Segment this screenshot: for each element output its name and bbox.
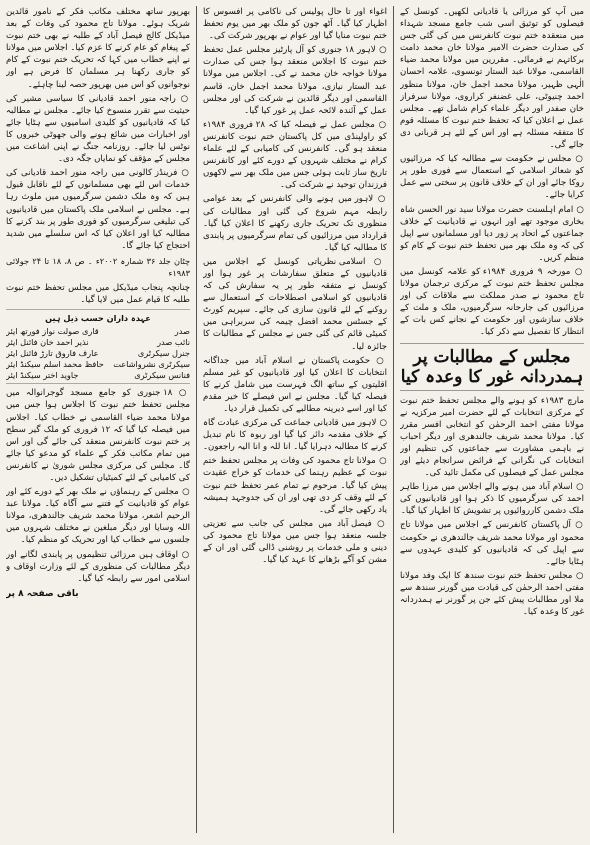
office-bearers-list [6, 309, 190, 384]
column-divider [196, 6, 197, 833]
paragraph: چنانچہ پنجاب میڈیکل میں مجلس تحفظ ختم نبوت طلبہ کا قیام عمل میں لایا گیا۔ [6, 283, 190, 306]
roster-person: جاوید اختر سیکنڈ ایئر [6, 370, 79, 381]
list-item: ○ مورخہ ۹ فروری ۱۹۸۴ء کو علامہ کونسل میں مجلس تحفظ ختم نبوت کے مرکزی ترجمان مولانا تاج محمود نے صدر مملکت سے ملاقات کی اور مرزائیوں کی جارحانہ سرگرمیوں، ملک و ملت کے خلاف سازشوں اور حکومت کے نجانے کس بات کے انتظار کا تفصیل سے ذکر کیا۔ [400, 266, 584, 339]
list-item: ○ راجہ منور احمد قادیانی کا سیاسی مشیر کی حیثیت سے تقرر منسوخ کیا جائے۔ مجلس نے مطالبہ کیا کہ قادیانیوں کو کلیدی اسامیوں سے ہٹایا جائے اور اخبارات میں شائع ہونے والی جھوٹی خبروں کا نوٹس لیا جائے۔ روزنامہ جنگ نے اپنی اشاعت میں مجلس کے مؤقف کو نمایاں جگہ دی۔ [6, 93, 190, 166]
list-item: ○ مجلس تحفظ ختم نبوت سندھ کا ایک وفد مولانا مفتی احمد الرحمٰن کی قیادت میں گورنر سندھ سے ملا اور مطالبات پیش کئے جن پر گورنر نے ہمدردانہ غور کا وعدہ کیا۔ [400, 570, 584, 618]
paragraph: میں آپ کو مرزائی یا قادیانی لکھیں۔ کونسل کے فیصلوں کو توثیق اسی شب جامع مسجد شہداء میں منعقدہ ختم نبوت کانفرنس میں کی گئی جس کی صدارت حضرت الامیر مولانا خان محمد دامت برکاتہم نے فرمائی۔ مقررین میں مولانا محمد ضیاء القاسمی، مولانا عبد الستار تونسوی، علامہ احسان الٰہی ظہیر، مولانا محمد اجمل خان، مولانا منظور احمد چنیوٹی، علی غضنفر کراروی، مولانا سرفراز خان صفدر اور دیگر علماء کرام شامل تھے۔ مجلس عمل نے اعلان کیا کہ تحفظ ختم نبوت کا مسئلہ قوم کا متفقہ مسئلہ ہے اور اس کے لئے ہر قربانی دی جائے گی۔ [400, 7, 584, 151]
list-item: ○ مجلس نے حکومت سے مطالبہ کیا کہ مرزائیوں کو شعائر اسلامی کے استعمال سے فوری طور پر روکا جائے اور ان کے خلاف قانون پر سختی سے عمل کرایا جائے۔ [400, 153, 584, 201]
roster-role: صدر [174, 326, 190, 337]
list-item: ○ مجلس کے رہنماؤں نے ملک بھر کے دورے کئے اور عوام کو قادیانیت کے فتنے سے آگاہ کیا۔ مولانا عبد الرحیم اشعر، مولانا محمد شریف جالندھری، مولانا اللہ وسایا اور دیگر مبلغین نے مختلف شہروں میں جلسوں سے خطاب کیا اور تحریک کو منظم کیا۔ [6, 486, 190, 546]
roster-row [6, 359, 190, 370]
roster-role: جنرل سیکرٹری [137, 348, 190, 359]
list-item: ○ فیصل آباد میں مجلس کی جانب سے تعزیتی جلسہ منعقد ہوا جس میں مولانا تاج محمود کی دینی و ملی خدمات پر روشنی ڈالی گئی اور ان کے مشن کو آگے بڑھانے کا عہد کیا گیا۔ [203, 518, 387, 566]
roster-person: نذیر احمد خان فائنل ایئر [6, 337, 89, 348]
roster-person: عارف فاروق تارڑ فائنل ایئر [6, 348, 99, 359]
roster-heading: عہدہ داران حسب ذیل ہیں [45, 313, 151, 324]
source-citation: چٹان جلد ۳۶ شمارہ ۲۰۰۲ء ۔ ص ۸، ۱۸ تا ۲۴ جولائی ۱۹۸۳ء [6, 255, 190, 278]
roster-row [6, 337, 190, 348]
list-item: ○ آل پاکستان کانفرنس کے اجلاس میں مولانا تاج محمود اور مولانا محمد شریف جالندھری نے حکومت سے اپیل کی کہ قادیانیوں کو کلیدی عہدوں سے ہٹایا جائے۔ [400, 519, 584, 567]
paragraph: مارچ ۱۹۸۳ء کو ہونے والے مجلس تحفظ ختم نبوت کے مرکزی انتخابات کے لئے حضرت امیر مرکزیہ نے مولانا مفتی احمد الرحمٰن کو انتخابی افسر مقرر کیا۔ مولانا محمد شریف جالندھری اور دیگر احباب نے باہمی مشاورت سے جماعتوں کی تنظیم اور انتخابات کی نگرانی کے فرائض سرانجام دیئے اور مجلس عمل کے فیصلوں کی مکمل تائید کی۔ [400, 395, 584, 479]
list-item: ○ اسلام آباد میں ہونے والے اجلاس میں مرزا طاہر احمد کی سرگرمیوں کا ذکر ہوا اور قادیانیوں کی ملک دشمن کارروائیوں پر تشویش کا اظہار کیا گیا۔ [400, 481, 584, 517]
list-item: ○ لاہور ۱۸ جنوری کو آل پارٹیز مجلس عمل تحفظ ختم نبوت کا اجلاس منعقد ہوا جس کی صدارت مولانا خواجہ خان محمد نے کی۔ اجلاس میں مولانا عبد الستار نیازی، مولانا محمد اجمل خان، قاسم القاسمی اور دیگر قائدین نے شرکت کی اور مجلس عمل کے آئندہ لائحہ عمل پر غور کیا گیا۔ [203, 44, 387, 117]
list-item: ○ حکومت پاکستان نے اسلام آباد میں جداگانہ انتخابات کا اعلان کیا اور قادیانیوں کو غیر مسلم اقلیتوں کے ساتھ الگ فہرست میں شامل کرنے کا فیصلہ کیا گیا۔ مجلس نے اس فیصلے کا خیر مقدم کیا اور اسے دیرینہ مطالبے کی تکمیل قرار دیا۔ [203, 355, 387, 415]
column-divider [393, 6, 394, 833]
column-right [400, 6, 584, 833]
column-left [6, 6, 190, 833]
list-item: ○ ۱۸ جنوری کو جامع مسجد گوجرانوالہ میں مجلس تحفظ ختم نبوت کا اجلاس ہوا جس میں مولانا محمد ضیاء القاسمی نے خطاب کیا۔ اجلاس میں فیصلہ کیا گیا کہ ۱۲ فروری کو ملک گیر سطح پر ختم نبوت کانفرنس منعقد کی جائے گی اور اس میں تمام مکاتب فکر کے علماء کو مدعو کیا جائے گا۔ مجلس کی مرکزی مجلس شوریٰ نے کانفرنس کی کامیابی کے لئے کمیٹیاں تشکیل دیں۔ [6, 387, 190, 484]
paragraph: اغواء اور تا حال پولیس کی ناکامی پر افسوس کا اظہار کیا گیا۔ آٹھ جون کو ملک بھر میں یوم تحفظ ختم نبوت منایا گیا اور عوام نے بھرپور شرکت کی۔ [203, 7, 387, 42]
list-item: ○ لاہور میں ہونے والی کانفرنس کے بعد عوامی رابطہ مہم شروع کی گئی اور مطالبات کی منظوری تک تحریک جاری رکھنے کا اعلان کیا گیا۔ قرارداد میں مرزائیوں کی تمام سرگرمیوں پر پابندی کا مطالبہ کیا گیا۔ [203, 193, 387, 253]
continued-marker: باقی صفحہ ۸ پر [6, 588, 79, 599]
list-item: ○ اوقاف ہیں مرزائی تنظیموں پر پابندی لگانے اور دیگر مطالبات کی منظوری کے لئے وزارت اوقاف و اسلامی امور سے رابطہ کیا گیا۔ [6, 549, 190, 585]
column-middle [203, 6, 387, 833]
paragraph: بھرپور ساتھ مختلف مکاتب فکر کے نامور قائدین شریک ہوئے۔ مولانا تاج محمود کی وفات کے بعد میڈیکل کالج فیصل آباد کے طلبہ نے بھی ختم نبوت کے پیغام کو عام کرنے کا عزم کیا۔ اجلاس میں مولانا نے اپنے خطاب میں کہا کہ تحریک ختم نبوت کے کام کو جاری رکھنا ہر مسلمان کا فرض ہے اور نوجوانوں کو اس میں بھرپور حصہ لینا چاہئے۔ [6, 7, 190, 90]
roster-row [6, 348, 190, 359]
list-item: ○ امام اہلسنت حضرت مولانا سید نور الحسن شاہ بخاری موجود تھے اور انہوں نے قادیانیت کے خلاف جماعتوں کے اتحاد پر زور دیا اور مسلمانوں سے اپیل کی کہ وہ ملک بھر میں تحفظ ختم نبوت کے کام کو منظم کریں۔ [400, 204, 584, 264]
newspaper-page [6, 6, 584, 833]
list-item: ○ اسلامی نظریاتی کونسل کے اجلاس میں قادیانیوں کے متعلق سفارشات پر غور ہوا اور کونسل نے متفقہ طور پر یہ سفارش کی کہ قادیانیوں کو اسلامی اصطلاحات کے استعمال سے روکنے کے لئے قانون سازی کی جائے۔ سپریم کورٹ کے جسٹس محمد افضل چیمہ کی سربراہی میں کمیٹی قائم کی گئی جس نے مجلس کے مطالبات کا جائزہ لیا۔ [203, 256, 387, 353]
list-item: ○ مجلس عمل نے فیصلہ کیا کہ ۲۸ فروری ۱۹۸۴ء کو راولپنڈی میں کل پاکستان ختم نبوت کانفرنس منعقد ہو گی۔ کانفرنس کی کامیابی کے لئے علماء کرام نے مختلف شہروں کے دورے کئے اور کانفرنس تاریخ ساز ثابت ہوئی جس میں ملک بھر سے لاکھوں فرزندان توحید نے شرکت کی۔ [203, 119, 387, 192]
list-item: ○ فرینڈز کالونی میں راجہ منور احمد قادیانی کی خدمات اس لئے بھی مسلمانوں کے لئے ناقابل قبول ہیں کہ وہ ملک دشمن سرگرمیوں میں ملوث رہا ہے۔ مجلس نے اسلامی ملک پاکستان میں قادیانیوں کی تبلیغی سرگرمیوں کو فوری طور پر بند کرنے کا مطالبہ کیا اور اعلان کیا کہ اس سلسلے میں شدید احتجاج کیا جائے گا۔ [6, 167, 190, 252]
list-item: ○ مولانا تاج محمود کی وفات پر مجلس تحفظ ختم نبوت کے عظیم رہنما کی خدمات کو خراج عقیدت پیش کیا گیا۔ مرحوم نے تمام عمر تحفظ ختم نبوت کے لئے وقف کر دی تھی اور ان کی جدوجہد ہمیشہ یاد رکھی جائے گی۔ [203, 455, 387, 515]
roster-row [6, 326, 190, 337]
section-headline: مجلس کے مطالبات پر ہمدردانہ غور کا وعدہ کیا [400, 343, 584, 391]
list-item: ○ لاہور میں قادیانی جماعت کی مرکزی عبادت گاہ کے خلاف مقدمہ دائر کیا گیا اور ربوہ کا نام تبدیل کرنے کا مطالبہ دہرایا گیا۔ انا للہ و انا الیہ راجعون۔ [203, 417, 387, 453]
roster-role: فنانس سیکرٹری [134, 370, 190, 381]
roster-role: سیکرٹری نشرواشاعت [113, 359, 190, 370]
roster-role: نائب صدر [157, 337, 190, 348]
roster-person: حافظ محمد اسلم سیکنڈ ایئر [6, 359, 104, 370]
roster-person: قاری صولت نواز فورتھ ایئر [6, 326, 99, 337]
roster-row [6, 370, 190, 381]
